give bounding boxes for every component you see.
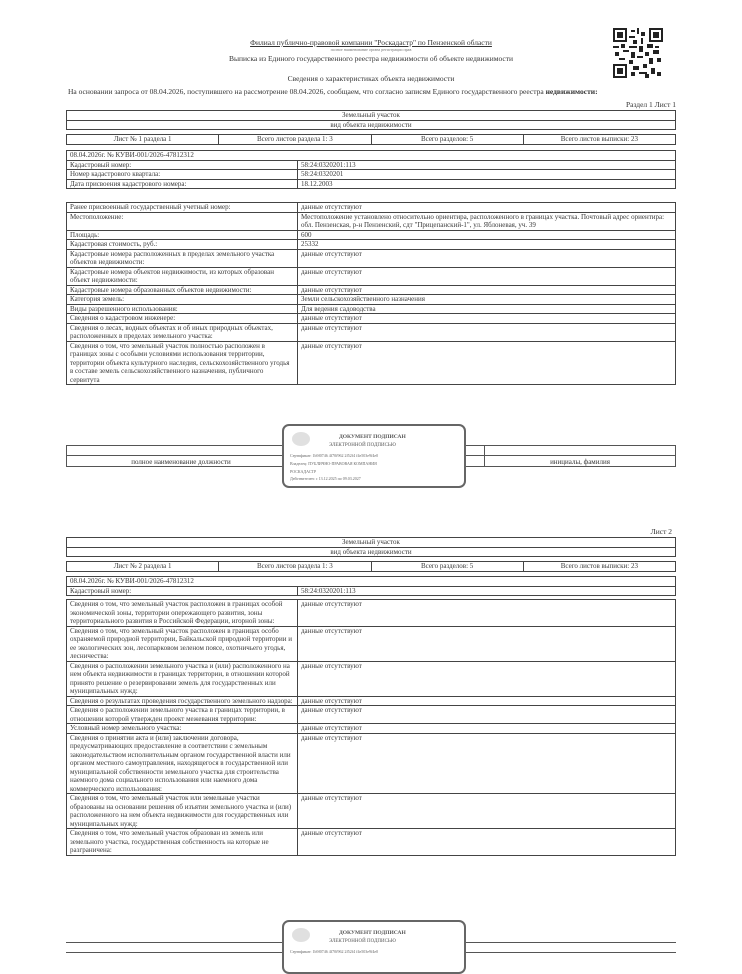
row-value: данные отсутствуют bbox=[298, 696, 676, 706]
object-type: Земельный участок bbox=[67, 538, 676, 548]
stamp-owner-org: РОСКАДАСТР bbox=[290, 469, 317, 474]
table-row bbox=[67, 829, 676, 856]
row-label: Кадастровая стоимость, руб.: bbox=[67, 240, 298, 250]
table-row bbox=[67, 661, 676, 696]
row-value: 600 bbox=[298, 230, 676, 240]
object-type-table bbox=[66, 110, 676, 130]
table-row: Дата присвоения кадастрового номера: 18.12.2003 bbox=[67, 179, 676, 189]
sections-total: Всего разделов: 5 bbox=[371, 562, 523, 572]
registry-office-caption: полное наименование органа регистрации прав bbox=[330, 47, 412, 52]
row-value: данные отсутствуют bbox=[298, 829, 676, 856]
table-row bbox=[67, 230, 676, 240]
table-row bbox=[67, 724, 676, 734]
details-table-2 bbox=[66, 599, 676, 856]
sheet-label: Лист 2 bbox=[650, 527, 672, 536]
table-row bbox=[67, 267, 676, 285]
row-label: Сведения о том, что земельный участок расположен в границах особо охраняемой природной территории, Байкальской природной территории и ее экологических зон, лесопарковом зеленом поясе, охотничьего угодья, лесничества: bbox=[67, 626, 298, 661]
sheet-counts-table bbox=[66, 134, 676, 145]
document-number: 08.04.2026г. № КУВИ-001/2026-47812312 bbox=[67, 151, 676, 161]
electronic-signature-stamp-2 bbox=[282, 920, 466, 974]
table-row bbox=[67, 304, 676, 314]
row-value: данные отсутствуют bbox=[298, 267, 676, 285]
document-number: 08.04.2026г. № КУВИ-001/2026-47812312 bbox=[67, 577, 676, 587]
row-label: Сведения о том, что земельный участок образован из земель или земельного участка, государственная собственность на которые не разграничена: bbox=[67, 829, 298, 856]
row-label: Сведения о принятии акта и (или) заключении договора, предусматривающих предоставление в соответствии с земельным законодательством исполнительным органом государственной власти или органом местного самоуправления, находящегося в государственной или муниципальной собственности земельного участка для строительства наемного дома социального использования или наемного дома коммерческого использования: bbox=[67, 733, 298, 794]
row-label: Сведения о расположении земельного участка и (или) расположенного на нем объекта недвижимости в границах территории, в отношении которой принято решение о резервировании земель для государственных или муниципальных нужд: bbox=[67, 661, 298, 696]
stamp-title: ДОКУМЕНТ ПОДПИСАН bbox=[339, 930, 406, 936]
row-label: Сведения о кадастровом инженере: bbox=[67, 314, 298, 324]
table-row bbox=[67, 285, 676, 295]
row-value: Земли сельскохозяйственного назначения bbox=[298, 295, 676, 305]
row-value: данные отсутствуют bbox=[298, 249, 676, 267]
row-value: данные отсутствуют bbox=[298, 733, 676, 794]
row-value: данные отсутствуют bbox=[298, 203, 676, 213]
row-value: 25332 bbox=[298, 240, 676, 250]
row-label: Кадастровые номера образованных объектов недвижимости: bbox=[67, 285, 298, 295]
position-caption: полное наименование должности bbox=[131, 458, 231, 466]
row-value: Местоположение установлено относительно ориентира, расположенного в границах участка. Почтовый адрес ориентира: обл. Пензенская, р-н Пензенский, сдт "Прицепанский-1", ул. Яблоневая, уч. 39 bbox=[298, 212, 676, 230]
row-label: Площадь: bbox=[67, 230, 298, 240]
table-row: Кадастровый номер: 58:24:0320201:113 bbox=[67, 586, 676, 596]
object-type-caption: вид объекта недвижимости bbox=[67, 547, 676, 557]
table-row bbox=[67, 341, 676, 385]
stamp-certificate: Сертификат: 1b9f0746 4f70f962 2f52f4 f4e503e9f4e0 bbox=[290, 453, 379, 458]
table-row bbox=[67, 323, 676, 341]
row-label: Сведения о лесах, водных объектах и об иных природных объектах, расположенных в пределах земельного участка: bbox=[67, 323, 298, 341]
row-label: Сведения о результатах проведения государственного земельного надзора: bbox=[67, 696, 298, 706]
basic-info-table-2 bbox=[66, 576, 676, 596]
table-row: Номер кадастрового квартала: 58:24:0320201 bbox=[67, 170, 676, 180]
stamp-title: ДОКУМЕНТ ПОДПИСАН bbox=[339, 434, 406, 440]
row-label: Ранее присвоенный государственный учетный номер: bbox=[67, 203, 298, 213]
table-row bbox=[67, 626, 676, 661]
stamp-subtitle: ЭЛЕКТРОННОЙ ПОДПИСЬЮ bbox=[329, 443, 396, 448]
object-type: Земельный участок bbox=[67, 111, 676, 121]
section-sheet-label: Раздел 1 Лист 1 bbox=[625, 100, 676, 109]
row-label: Категория земель: bbox=[67, 295, 298, 305]
row-value: данные отсутствуют bbox=[298, 600, 676, 627]
qr-code-icon bbox=[613, 28, 663, 78]
table-row bbox=[67, 249, 676, 267]
table-row bbox=[67, 314, 676, 324]
row-label: Условный номер земельного участка: bbox=[67, 724, 298, 734]
row-label: Сведения о том, что земельный участок полностью расположен в границах зоны с особыми условиями использования территории, территории объекта культурного наследия, сельскохозяйственного угодья в составе земель сельскохозяйственного назначения, публичного сервитута bbox=[67, 341, 298, 385]
row-value: данные отсутствуют bbox=[298, 661, 676, 696]
section-sheets-total: Всего листов раздела 1: 3 bbox=[219, 135, 371, 145]
row-label: Кадастровые номера объектов недвижимости, из которых образован объект недвижимости: bbox=[67, 267, 298, 285]
table-row: Кадастровый номер: 58:24:0320201:113 bbox=[67, 160, 676, 170]
stamp-validity: Действителен: с 13.12.2025 по 09.03.2027 bbox=[290, 476, 361, 481]
name-caption: инициалы, фамилия bbox=[550, 458, 610, 466]
sheet-number: Лист № 2 раздела 1 bbox=[67, 562, 219, 572]
row-value: данные отсутствуют bbox=[298, 626, 676, 661]
object-type-caption: вид объекта недвижимости bbox=[67, 120, 676, 130]
row-value: Для ведения садоводства bbox=[298, 304, 676, 314]
extract-sheets-total: Всего листов выписки: 23 bbox=[523, 135, 675, 145]
row-label: Сведения о расположении земельного участка в границах территории, в отношении которой утвержден проект межевания территории: bbox=[67, 706, 298, 724]
section-sheets-total: Всего листов раздела 1: 3 bbox=[219, 562, 371, 572]
row-label: Сведения о том, что земельный участок расположен в границах особой экономической зоны, территории опережающего развития, зоны территориального развития в Российской Федерации, игорной зоны: bbox=[67, 600, 298, 627]
row-label: Виды разрешенного использования: bbox=[67, 304, 298, 314]
row-value: данные отсутствуют bbox=[298, 314, 676, 324]
row-value: данные отсутствуют bbox=[298, 285, 676, 295]
object-type-table-2 bbox=[66, 537, 676, 557]
table-row bbox=[67, 295, 676, 305]
row-value: данные отсутствуют bbox=[298, 341, 676, 385]
sheet-counts-table-2 bbox=[66, 561, 676, 572]
row-value: данные отсутствуют bbox=[298, 706, 676, 724]
row-label: Кадастровые номера расположенных в пределах земельного участка объектов недвижимости: bbox=[67, 249, 298, 267]
row-value: данные отсутствуют bbox=[298, 323, 676, 341]
sheet-number: Лист № 1 раздела 1 bbox=[67, 135, 219, 145]
stamp-certificate: Сертификат: 1b9f0746 4f70f962 2f52f4 f4e503e9f4e0 bbox=[290, 949, 379, 954]
row-value: данные отсутствуют bbox=[298, 724, 676, 734]
table-row bbox=[67, 733, 676, 794]
registry-office-name: Филиал публично-правовой компании "Роскадастр" по Пензенской области bbox=[250, 38, 492, 47]
basic-info-table bbox=[66, 150, 676, 189]
stamp-subtitle: ЭЛЕКТРОННОЙ ПОДПИСЬЮ bbox=[329, 939, 396, 944]
document-title: Выписка из Единого государственного реестра недвижимости об объекте недвижимости bbox=[228, 54, 514, 63]
intro-text: На основании запроса от 08.04.2026, поступившего на рассмотрение 08.04.2026, сообщаем, что согласно записям Единого государственного реестра недвижимости: bbox=[68, 87, 598, 96]
stamp-owner: Владелец: ПУБЛИЧНО-ПРАВОВАЯ КОМПАНИЯ bbox=[290, 461, 377, 466]
row-label: Сведения о том, что земельный участок или земельные участки образованы на основании решения об изъятии земельного участка и (или) расположенного на нем объекта недвижимости для государственных или муниципальных нужд: bbox=[67, 794, 298, 829]
emblem-icon bbox=[292, 928, 310, 942]
table-row bbox=[67, 240, 676, 250]
row-label: Местоположение: bbox=[67, 212, 298, 230]
row-value: данные отсутствуют bbox=[298, 794, 676, 829]
document-subtitle: Сведения о характеристиках объекта недвижимости bbox=[287, 74, 455, 83]
table-row bbox=[67, 600, 676, 627]
sections-total: Всего разделов: 5 bbox=[371, 135, 523, 145]
emblem-icon bbox=[292, 432, 310, 446]
table-row bbox=[67, 706, 676, 724]
extract-sheets-total: Всего листов выписки: 23 bbox=[523, 562, 675, 572]
table-row bbox=[67, 696, 676, 706]
details-table bbox=[66, 202, 676, 385]
table-row bbox=[67, 212, 676, 230]
table-row bbox=[67, 203, 676, 213]
electronic-signature-stamp bbox=[282, 424, 466, 488]
table-row bbox=[67, 794, 676, 829]
